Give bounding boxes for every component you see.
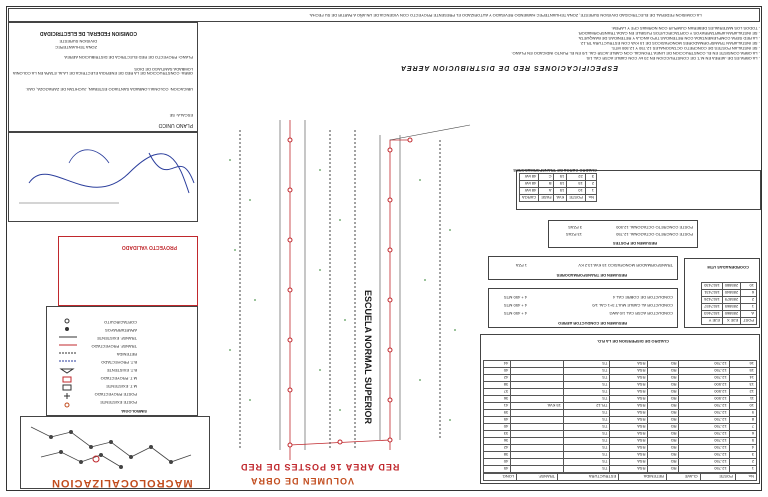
cell: B	[539, 181, 554, 188]
table-row	[484, 445, 757, 452]
load-header: FASE	[539, 195, 554, 202]
dispersion-table-box	[480, 334, 760, 484]
spec-line: - LA RED SERA COMPLEMENTADA CON RETENIDAS TIPO ANCLA Y RETENIDAS DE BANQUETA.	[577, 36, 760, 41]
spec-line: - LA OBRA ES DE: AEREA EN M.T. DE CONSTRUCCION EN 23 kV CON CABLE ACSR CAL 1/0.	[585, 56, 760, 61]
dispersion-table	[483, 473, 757, 481]
cfe-zona: ZONA TEHUANTEPEC	[55, 45, 97, 50]
table-row	[702, 304, 757, 311]
utm-box	[684, 258, 760, 328]
simbologia-item: RETENIDA	[116, 352, 137, 357]
cell: RSA	[610, 410, 648, 417]
spec-main-title: ESPECIFICACIONES RED DE DISTRIBUCION AEREA	[400, 64, 618, 71]
cfe-title: COMISION FEDERAL DE ELECTRICIDAD	[39, 30, 137, 36]
table-row	[520, 188, 597, 195]
table-row	[702, 283, 757, 290]
cell: 13	[729, 382, 756, 389]
cell: A	[741, 311, 757, 318]
cell: RSA	[610, 445, 648, 452]
cell: 12-500	[679, 389, 729, 396]
cell: 2	[585, 181, 596, 188]
plan-label: ESCUELA NORMAL SUPERIOR	[363, 290, 373, 425]
cell: TS	[563, 445, 609, 452]
cell: RSA	[610, 438, 648, 445]
conductor-row-qty: 4 + 450 MTS	[503, 303, 527, 308]
simbologia-item: POSTE EXISTENTE	[100, 400, 137, 405]
cell: 1817426	[702, 297, 723, 304]
cell	[511, 438, 564, 445]
table-row	[484, 389, 757, 396]
cell	[511, 396, 564, 403]
table-row	[484, 438, 757, 445]
cell: RD	[648, 466, 679, 473]
cell: 12-750	[679, 445, 729, 452]
cell: 3	[585, 174, 596, 181]
cell: RSA	[610, 417, 648, 424]
cell	[511, 410, 564, 417]
table-row	[484, 410, 757, 417]
cell: 12-500	[679, 396, 729, 403]
conductor-row-qty: 4 + 450 MTS	[503, 295, 527, 300]
cell: 11	[729, 396, 756, 403]
cell: 2	[729, 459, 756, 466]
cell: RSA	[610, 396, 648, 403]
cell	[511, 424, 564, 431]
cell: 285879	[722, 297, 740, 304]
load-header: POSTE	[567, 195, 586, 202]
cell: 15 KVA	[511, 403, 564, 410]
macro-map	[21, 417, 209, 477]
cell: 42	[484, 375, 511, 382]
cell: RD	[648, 368, 679, 375]
utm-header: EJE Y	[702, 318, 723, 325]
cell: RSA	[610, 424, 648, 431]
load-table	[519, 173, 597, 202]
cell: 15	[729, 368, 756, 375]
cell: 12-750	[679, 417, 729, 424]
cell: 12-750	[679, 375, 729, 382]
cell: TS	[563, 459, 609, 466]
cell: 285860	[722, 311, 740, 318]
cell: RD	[648, 452, 679, 459]
cell: TS	[563, 410, 609, 417]
conductor-row: CONDUCTOR AL CABLE MULT 3+1 CAL 1/0	[592, 303, 673, 308]
cell: 285865	[722, 304, 740, 311]
cell: RD	[648, 445, 679, 452]
cell: RD	[648, 361, 679, 368]
spec-line: - SE INSTALARAN APARTARRAYOS Y CORTACIRCUITOS FUSIBLE EN CADA TRANSFORMADOR.	[577, 31, 760, 36]
cell: A	[539, 188, 554, 195]
conductor-summary-box	[488, 288, 678, 328]
load-header: No.	[585, 195, 596, 202]
cell: 15	[567, 181, 586, 188]
cell: 12-750	[679, 431, 729, 438]
table-row	[484, 466, 757, 473]
dispersion-table-body	[483, 360, 757, 473]
posts-row: POSTE CONCRETO OCTAGONAL 12-750	[616, 232, 693, 237]
simbologia-item: M.T. PROYECTADO	[100, 376, 137, 381]
posts-title: RESUMEN DE POSTES	[612, 241, 657, 246]
cell: 10	[567, 188, 586, 195]
cell: RD	[648, 459, 679, 466]
cell: TS	[563, 438, 609, 445]
obra-label: OBRA: CONSTRUCCION DE LA RED DE ENERGIA ELECTRICA DE LA AL ETAPA EN LA COLONIA LOMBADA SANTIAGO DE DIOS	[13, 67, 193, 76]
cell: 44	[484, 361, 511, 368]
cell: 2	[741, 297, 757, 304]
table-row	[484, 382, 757, 389]
cell	[511, 375, 564, 382]
cell: 10	[729, 403, 756, 410]
table-row	[702, 290, 757, 297]
cell: TS	[563, 368, 609, 375]
cell: RSA	[610, 466, 648, 473]
cell: RD	[648, 424, 679, 431]
plan-no: PLANO UNICO	[158, 122, 193, 128]
cell: 36	[484, 396, 511, 403]
cell: 12-750	[679, 459, 729, 466]
cell: RSA	[610, 403, 648, 410]
cell: 45	[484, 466, 511, 473]
posts-row: POSTE CONCRETO OCTAGONAL 12-500	[616, 225, 693, 230]
cell: 3	[729, 452, 756, 459]
cell: 12-750	[679, 361, 729, 368]
cell: RD	[648, 417, 679, 424]
cell: RD	[648, 375, 679, 382]
cell: RD	[648, 410, 679, 417]
simbologia-item: CORTACIRCUITO	[104, 320, 137, 325]
cell: 12-750	[679, 452, 729, 459]
cell: 4	[729, 445, 756, 452]
cell: 12-750	[679, 438, 729, 445]
cell: 33	[484, 431, 511, 438]
table-row	[484, 424, 757, 431]
table-row	[484, 361, 757, 368]
cell: 6	[729, 431, 756, 438]
utm-header: EJE X	[722, 318, 740, 325]
cell: 6	[741, 290, 757, 297]
cell: 48 kW	[520, 174, 539, 181]
cell: RSA	[610, 452, 648, 459]
cell: RSA	[610, 361, 648, 368]
cell: 1817463	[702, 311, 723, 318]
spec-line: - SE INSTALARAN TRANSFORMADORES MONOFASICOS DE 15 KVA CON ESTRUCTURA TR-12.	[579, 41, 760, 46]
dispersion-header: ESTRUCTURA	[558, 474, 619, 481]
cell: 10	[741, 283, 757, 290]
cell: TS	[563, 417, 609, 424]
table-row	[484, 375, 757, 382]
cell: 37	[484, 389, 511, 396]
transformer-row: TRANSFORMADOR MONOFASICO 15 KVA 13.2 KV	[578, 263, 673, 268]
cell: 41	[484, 403, 511, 410]
cell	[511, 452, 564, 459]
cell	[511, 459, 564, 466]
cell: RSA	[610, 459, 648, 466]
posts-row-qty: 3 PZAS	[568, 225, 582, 230]
cell: 12-750	[679, 424, 729, 431]
cell: 285880	[722, 283, 740, 290]
posts-row-qty: 13 PZAS	[565, 232, 582, 237]
cell: TS	[563, 389, 609, 396]
utm-title: COORDENADAS UTM	[707, 265, 749, 270]
conductor-title: RESUMEN DE CONDUCTOR AEREO	[558, 321, 627, 326]
project-label: PLANO: PROYECTO DE RED ELECTRICA DE DISTRIBUCION AEREA	[64, 55, 193, 60]
cell	[511, 431, 564, 438]
cell: TS	[563, 431, 609, 438]
cell: RSA	[610, 368, 648, 375]
cell: 12	[729, 389, 756, 396]
cell: 22	[567, 174, 586, 181]
cell: 12-500	[679, 382, 729, 389]
simbologia-item: M.T. EXISTENTE	[106, 384, 137, 389]
cell: RD	[648, 438, 679, 445]
cell: 38	[484, 382, 511, 389]
cell: RD	[648, 431, 679, 438]
cell	[511, 445, 564, 452]
load-table-title: CUADRO CARGA DE TRANSFORMADORES	[513, 168, 597, 173]
cell: RSA	[610, 431, 648, 438]
cell: 9	[729, 410, 756, 417]
table-row	[520, 174, 597, 181]
cell: RD	[648, 382, 679, 389]
simbologia-title: SIMBOLOGIA	[121, 409, 147, 414]
macro-label: MACROLOCALIZACION	[51, 477, 193, 489]
cell: TS	[563, 382, 609, 389]
posts-summary-box	[548, 220, 698, 248]
cell: 45	[484, 417, 511, 424]
dispersion-title: CUADRO DE DISPERSION DE LA R.D.	[596, 339, 669, 344]
dispersion-header: CLAVE	[666, 474, 700, 481]
cell: 12-750	[679, 403, 729, 410]
utm-header: POST	[741, 318, 757, 325]
table-row	[484, 396, 757, 403]
cell: TS	[563, 396, 609, 403]
cell: 1817457	[702, 304, 723, 311]
table-row	[484, 417, 757, 424]
cell	[511, 389, 564, 396]
cell: 285840	[722, 290, 740, 297]
load-header: KVA	[554, 195, 567, 202]
cell: RSA	[610, 375, 648, 382]
cell: 39	[484, 410, 511, 417]
cell: 38	[484, 452, 511, 459]
simbologia-item: B.T. EXISTENTE	[106, 368, 137, 373]
conductor-row: CONDUCTOR DE COBRE CAL 4	[612, 295, 673, 300]
validated-stamp-label: PROYECTO VALIDADO	[121, 244, 177, 250]
table-row	[484, 368, 757, 375]
validated-stamp	[58, 236, 198, 306]
cell: 40	[484, 459, 511, 466]
table-row	[484, 403, 757, 410]
cell: TS	[563, 452, 609, 459]
cell: 1	[729, 466, 756, 473]
load-header: CARGA	[520, 195, 539, 202]
cell: 1817430	[702, 283, 723, 290]
cell: 12-750	[679, 410, 729, 417]
table-row	[484, 431, 757, 438]
utm-table	[701, 282, 757, 325]
cell: 1	[585, 188, 596, 195]
plan-drawing	[210, 110, 480, 480]
cell	[511, 368, 564, 375]
cell: 15	[554, 188, 567, 195]
cell	[511, 382, 564, 389]
bottom-title-1: VOLUMEN DE OBRA	[250, 476, 355, 486]
simbologia-item: APARTARRAYOS	[105, 328, 137, 333]
cell	[511, 361, 564, 368]
cell: RSA	[610, 382, 648, 389]
ubicacion-label: UBICACION: COLONIA LOMBADA SANTIAGO ESTEBAN, JUCHITAN DE ZARAGOZA, OAX.	[25, 87, 193, 92]
cell: TS	[563, 466, 609, 473]
simbologia-item: TRANSF. EXISTENTE	[96, 336, 137, 341]
signature-box	[8, 132, 198, 222]
cell: 36	[484, 438, 511, 445]
spec-line: - TODOS LOS MATERIALES DEBERAN CUMPLIR CON NORMAS CFE Y LAPEM.	[611, 26, 760, 31]
spec-line: - SE INSTALAN POSTES DE CONCRETO OCTAGONALES 12-750 Y 12-500 MTS.	[611, 46, 760, 51]
bottom-title-2: RED AREA 16 POSTES DE RED	[240, 462, 400, 472]
cell: RD	[648, 396, 679, 403]
cell: 48 kW	[520, 188, 539, 195]
conductor-row-qty: 4 + 450 MTS	[503, 311, 527, 316]
simbologia-symbols	[57, 315, 97, 415]
cell: TR-12	[563, 403, 609, 410]
cfe-division: DIVISION SURESTE	[59, 39, 97, 44]
transformer-summary-box	[488, 256, 678, 280]
cell: RD	[648, 389, 679, 396]
dispersion-header: LONG.	[484, 474, 517, 481]
cell: TS	[563, 375, 609, 382]
load-table-box	[513, 168, 761, 210]
transformer-row-qty: 1 PZA	[515, 263, 527, 268]
cell: 40	[484, 368, 511, 375]
approval-note-top: LA COMISION FEDERAL DE ELECTRICIDAD DIVISION SURESTE, ZONA TEHUANTEPEC HABIENDO REVISADO Y AUTORIZADO EL PRESENTE PROYECTO CON VIGENCIA DE UN AÑO A PARTIR DE SU FECHA.	[309, 13, 702, 18]
cell: 1817431	[702, 290, 723, 297]
table-row	[484, 452, 757, 459]
table-row	[484, 459, 757, 466]
dispersion-header: TRANSF.	[517, 474, 558, 481]
cell: 5	[729, 438, 756, 445]
signature-scribbles	[9, 133, 197, 221]
cell: 15	[554, 181, 567, 188]
transformer-title: RESUMEN DE TRANSFORMADORES	[556, 273, 627, 278]
cell: 12-750	[679, 466, 729, 473]
cell: RD	[648, 403, 679, 410]
cell: 7	[729, 424, 756, 431]
table-row	[520, 181, 597, 188]
cell: 15	[554, 174, 567, 181]
conductor-row: CONDUCTOR ACSR CAL 1/0 AWG	[609, 311, 673, 316]
cell: RSA	[610, 389, 648, 396]
cell: C	[539, 174, 554, 181]
cell: 1	[741, 304, 757, 311]
spec-line: - LA OBRA CONSISTE EN EL CONSTRUCCION DE LINEA TRONCAL CON CABLE ACSR CAL 1/0 EN EL PUNTO INDICADO EN PLANO.	[511, 51, 760, 56]
cell: 48 kW	[520, 181, 539, 188]
simbologia-box	[46, 306, 198, 416]
cell: TS	[563, 424, 609, 431]
table-row	[702, 297, 757, 304]
simbologia-item: B.T. PROYECTADO	[101, 360, 137, 365]
cell: 8	[729, 417, 756, 424]
simbologia-item: POSTE PROYECTADO	[94, 392, 137, 397]
cell: TS	[563, 361, 609, 368]
cell: 42	[484, 445, 511, 452]
scale-label: ESCALA: SE	[169, 113, 193, 118]
cell	[511, 466, 564, 473]
dispersion-header: POSTE	[700, 474, 735, 481]
cell: 40	[484, 424, 511, 431]
macrolocalizacion-box	[20, 416, 210, 489]
simbologia-item: TRANSF. PROYECTADO	[91, 344, 137, 349]
table-row	[702, 311, 757, 318]
cell: 14	[729, 375, 756, 382]
cell: 12-750	[679, 368, 729, 375]
dispersion-header: RETENIDA	[619, 474, 667, 481]
cell	[511, 417, 564, 424]
cell: 16	[729, 361, 756, 368]
dispersion-header: No.	[735, 474, 756, 481]
cfe-title-block	[8, 22, 198, 132]
spec-lines-block	[300, 20, 760, 60]
